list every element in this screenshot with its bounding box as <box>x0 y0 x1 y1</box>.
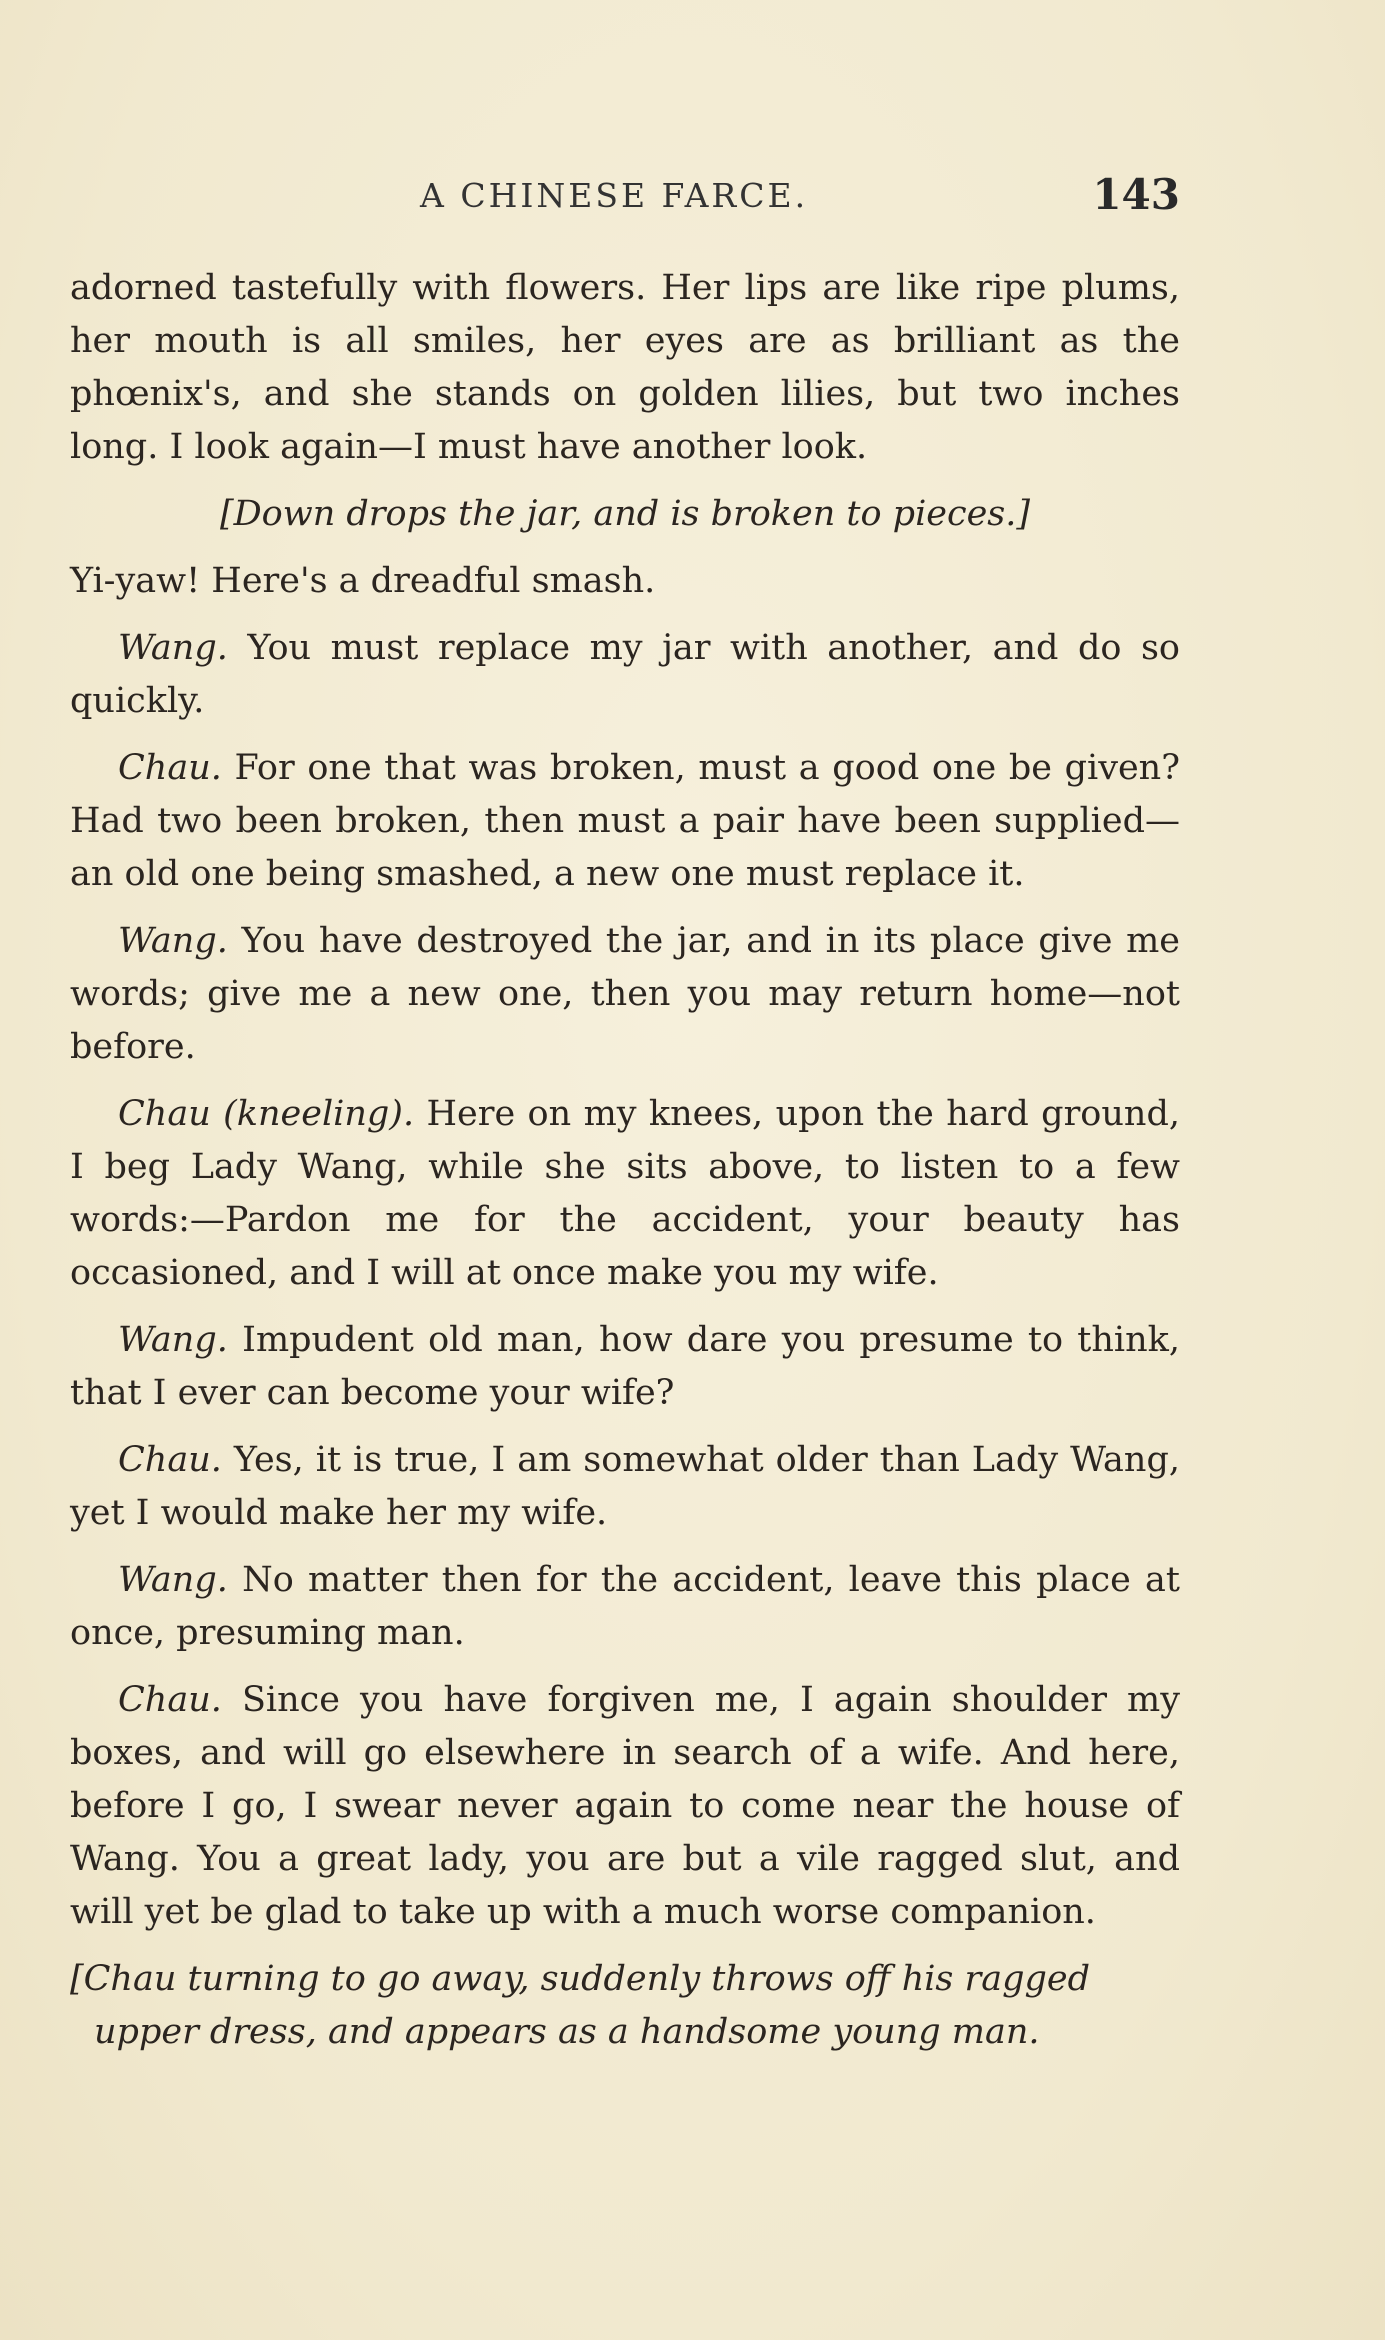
paragraph <box>70 555 1180 608</box>
stage-direction: [Chau turning to go away, suddenly throws off his ragged upper dress, and appears as a handsome young man. <box>70 1959 1091 2052</box>
dialogue-line <box>70 742 1180 901</box>
running-title: A CHINESE FARCE. <box>420 176 809 215</box>
speaker-name: Chau (kneeling). <box>118 1094 415 1134</box>
paragraph <box>70 262 1180 474</box>
dialogue-line <box>70 1314 1180 1420</box>
speaker-name: Chau. <box>118 748 222 788</box>
dialogue-line <box>70 1434 1180 1540</box>
dialogue-line <box>70 1088 1180 1300</box>
dialogue-line <box>70 915 1180 1074</box>
speaker-name: Chau. <box>118 1440 222 1480</box>
paragraph-text: Yi-yaw! Here's a dreadful smash. <box>70 561 656 601</box>
dialogue-text: No matter then for the accident, leave this place at once, presuming man. <box>70 1560 1180 1653</box>
stage-direction: [Down drops the jar, and is broken to pieces.] <box>219 494 1031 534</box>
dialogue-text: For one that was broken, must a good one be given? Had two been broken, then must a pair have been supplied—an old one being smashed, a new one must replace it. <box>70 748 1180 894</box>
paragraph-text: adorned tastefully with flowers. Her lips are like ripe plums, her mouth is all smiles, her eyes are as brilliant as the phœnix's, and she stands on golden lilies, but two inches long. I look again—I must have another look. <box>70 268 1180 467</box>
dialogue-text: Here on my knees, upon the hard ground, I beg Lady Wang, while she sits above, to listen to a few words:—Pardon me for the accident, your beauty has occasioned, and I will at once make you my wife. <box>70 1094 1180 1293</box>
speaker-name: Wang. <box>118 921 228 961</box>
speaker-name: Wang. <box>118 1560 228 1600</box>
page-header <box>70 170 1180 230</box>
dialogue-text: Yes, it is true, I am somewhat older than Lady Wang, yet I would make her my wife. <box>70 1440 1180 1533</box>
page-body <box>70 262 1180 2073</box>
dialogue-text: Impudent old man, how dare you presume to think, that I ever can become your wife? <box>70 1320 1180 1413</box>
speaker-name: Wang. <box>118 628 228 668</box>
dialogue-line <box>70 622 1180 728</box>
dialogue-line <box>70 1554 1180 1660</box>
speaker-name: Chau. <box>118 1680 222 1720</box>
speaker-name: Wang. <box>118 1320 228 1360</box>
page-number: 143 <box>1092 170 1180 219</box>
dialogue-text: You must replace my jar with another, and do so quickly. <box>70 628 1180 721</box>
dialogue-line <box>70 1674 1180 1939</box>
dialogue-text: Since you have forgiven me, I again shoulder my boxes, and will go elsewhere in search of a wife. And here, before I go, I swear never again to come near the house of Wang. You a great lady, you are but a vile ragged slut, and will yet be glad to take up with a much worse companion. <box>70 1680 1180 1932</box>
dialogue-text: You have destroyed the jar, and in its place give me words; give me a new one, then you may return home—not before. <box>70 921 1180 1067</box>
